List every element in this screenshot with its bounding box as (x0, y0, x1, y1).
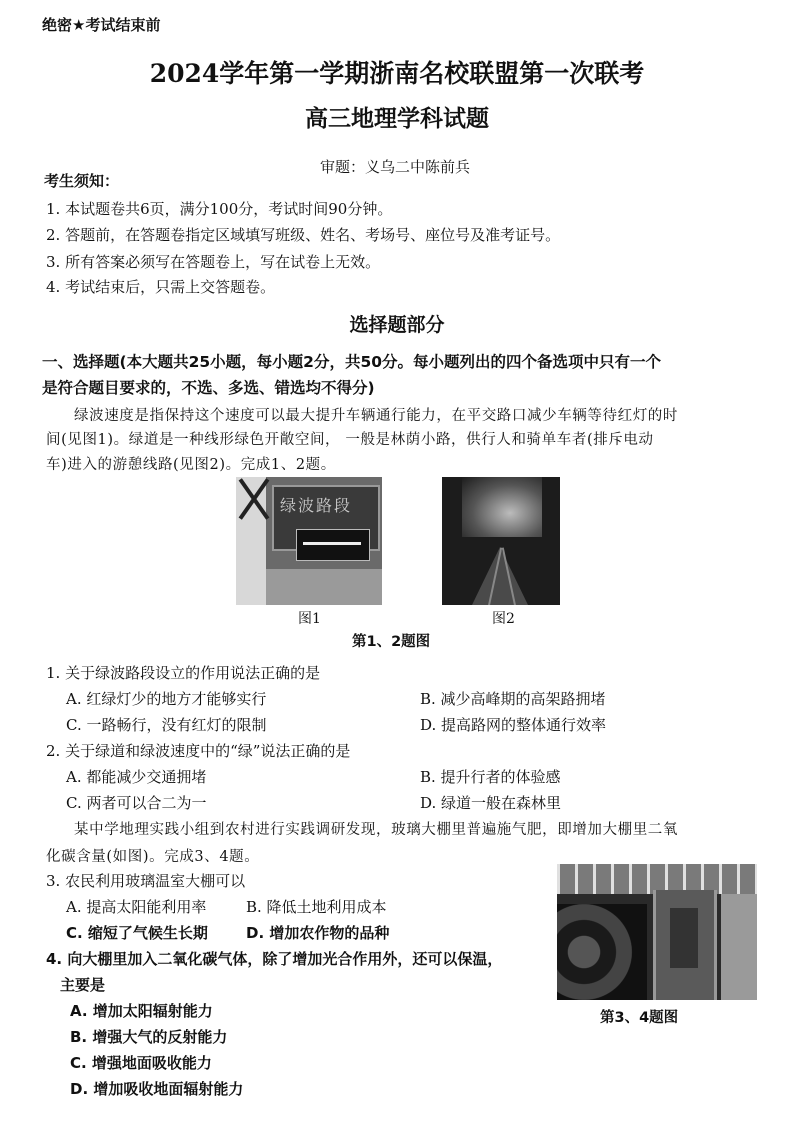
option-c: C. 缩短了气候生长期 (66, 924, 208, 942)
question-stem: 4. 向大棚里加入二氧化碳气体，除了增加光合作用外，还可以保温， (46, 950, 503, 968)
passage-line: 某中学地理实践小组到农村进行实践调研发现，玻璃大棚里普遍施气肥，即增加大棚里二氧 (74, 822, 678, 838)
passage-line: 绿波速度是指保持这个速度可以最大提升车辆通行能力，在平交路口减少车辆等待红灯的时 (74, 408, 678, 424)
exam-title: 2024学年第一学期浙南名校联盟第一次联考 (149, 59, 645, 88)
option-b: B. 增强大气的反射能力 (70, 1028, 228, 1046)
passage-line: 化碳含量(如图)。完成3、4题。 (46, 849, 260, 865)
question-stem-continued: 主要是 (60, 976, 106, 994)
figure-1-label: 图1 (298, 611, 321, 627)
option-a: A. 提高太阳能利用率 (66, 898, 207, 916)
option-d: D. 绿道一般在森林里 (420, 794, 562, 812)
notice-item: 2. 答题前，在答题卷指定区域填写班级、姓名、考场号、座位号及准考证号。 (46, 226, 561, 244)
option-a: A. 都能减少交通拥堵 (66, 768, 207, 786)
option-b: B. 降低土地利用成本 (246, 898, 387, 916)
option-c: C. 两者可以合二为一 (66, 794, 207, 812)
question-stem: 3. 农民利用玻璃温室大棚可以 (46, 872, 246, 890)
figure-3-greenhouse-photo (557, 864, 757, 1000)
notice-item: 1. 本试题卷共6页，满分100分，考试时间90分钟。 (46, 200, 393, 218)
option-d: D. 增加吸收地面辐射能力 (70, 1080, 244, 1098)
notice-item: 3. 所有答案必须写在答题卷上，写在试卷上无效。 (46, 253, 381, 271)
direction-panel (296, 529, 370, 561)
figure-caption: 第3、4题图 (600, 1010, 679, 1026)
greenhouse-wall (721, 894, 757, 1000)
question-stem: 2. 关于绿道和绿波速度中的“绿”说法正确的是 (46, 742, 351, 760)
arrow-icon (303, 542, 361, 545)
notice-item: 4. 考试结束后，只需上交答题卷。 (46, 278, 276, 296)
figure-caption: 第1、2题图 (352, 634, 431, 650)
option-b: B. 减少高峰期的高架路拥堵 (420, 690, 606, 708)
option-c: C. 增强地面吸收能力 (70, 1054, 212, 1072)
option-d: D. 提高路网的整体通行效率 (420, 716, 607, 734)
reviewer-line: 审题：义乌二中陈前兵 (320, 158, 471, 176)
option-d: D. 增加农作物的品种 (246, 924, 390, 942)
greenhouse-plants (557, 904, 647, 1000)
option-b: B. 提升行者的体验感 (420, 768, 561, 786)
passage-line: 车)进入的游憩线路(见图2)。完成1、2题。 (46, 457, 336, 473)
part-heading: 是符合题目要求的，不选、多选、错选均不得分) (42, 379, 375, 397)
option-a: A. 增加太阳辐射能力 (70, 1002, 213, 1020)
option-c: C. 一路畅行，没有红灯的限制 (66, 716, 267, 734)
figure-2-label: 图2 (492, 611, 515, 627)
option-a: A. 红绿灯少的地方才能够实行 (66, 690, 267, 708)
notice-heading: 考生须知： (44, 172, 120, 190)
road-ground (266, 569, 382, 605)
co2-generator (653, 890, 717, 1000)
figure-2-greenway-photo (442, 477, 560, 605)
question-stem: 1. 关于绿波路段设立的作用说法正确的是 (46, 664, 321, 682)
generator-panel (670, 908, 698, 968)
confidential-label: 绝密★考试结束前 (42, 16, 161, 34)
section-title: 选择题部分 (349, 314, 445, 336)
passage-line: 间(见图1)。绿道是一种线形绿色开敞空间， 一般是林荫小路，供行人和骑单车者(排斥电动 (46, 432, 654, 448)
exam-subtitle: 高三地理学科试题 (305, 105, 489, 132)
part-heading: 一、选择题(本大题共25小题，每小题2分，共50分。每小题列出的四个备选项中只有一个 (42, 353, 662, 371)
tree-canopy-light (462, 477, 542, 537)
figure-1-green-wave-sign (236, 477, 382, 605)
sign-text: 绿波路段 (280, 496, 353, 515)
